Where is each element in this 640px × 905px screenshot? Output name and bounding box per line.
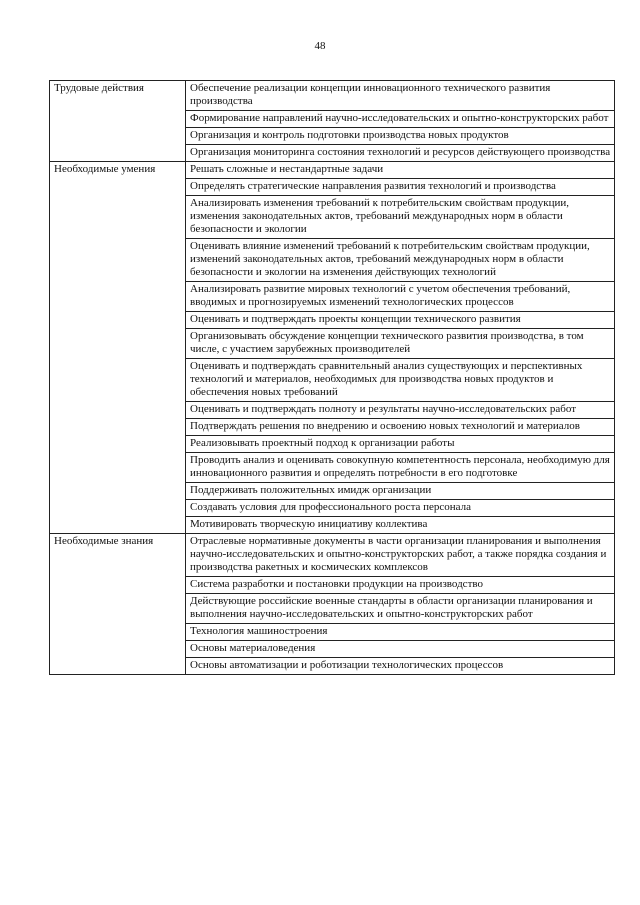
table-cell-item: Оценивать и подтверждать сравнительный анализ существующих и перспективных технологий и материалов, необходимых для производства новых продуктов и обеспечения новых требований bbox=[186, 359, 615, 402]
table-cell-item: Система разработки и постановки продукции на производство bbox=[186, 577, 615, 594]
table-row bbox=[50, 162, 615, 179]
section-label: Необходимые знания bbox=[50, 534, 186, 675]
table-cell-item: Решать сложные и нестандартные задачи bbox=[186, 162, 615, 179]
table-cell-item: Проводить анализ и оценивать совокупную компетентность персонала, необходимую для инновационного развития и определять потребности в его подготовке bbox=[186, 453, 615, 483]
table-cell-item: Анализировать развитие мировых технологий с учетом обеспечения требований, вводимых и прогнозируемых изменений технологических процессов bbox=[186, 282, 615, 312]
table-row bbox=[50, 81, 615, 111]
table-cell-item: Технология машиностроения bbox=[186, 624, 615, 641]
table-cell-item: Анализировать изменения требований к потребительским свойствам продукции, изменения законодательных актов, требований международных норм в области безопасности и экологии bbox=[186, 196, 615, 239]
table-cell-item: Подтверждать решения по внедрению и освоению новых технологий и материалов bbox=[186, 419, 615, 436]
table-body bbox=[50, 81, 615, 675]
table-cell-item: Определять стратегические направления развития технологий и производства bbox=[186, 179, 615, 196]
table-cell-item: Оценивать влияние изменений требований к потребительским свойствам продукции, изменений законодательных актов, требований международных норм в области безопасности и экологии на изменения действующих технологий bbox=[186, 239, 615, 282]
table-cell-item: Поддерживать положительных имидж организации bbox=[186, 483, 615, 500]
table-cell-item: Формирование направлений научно-исследовательских и опытно-конструкторских работ bbox=[186, 111, 615, 128]
table-cell-item: Основы автоматизации и роботизации технологических процессов bbox=[186, 658, 615, 675]
page-number: 48 bbox=[314, 40, 326, 52]
table-cell-item: Организовывать обсуждение концепции технического развития производства, в том числе, с участием зарубежных производителей bbox=[186, 329, 615, 359]
table-cell-item: Реализовывать проектный подход к организации работы bbox=[186, 436, 615, 453]
table-cell-item: Организация и контроль подготовки производства новых продуктов bbox=[186, 128, 615, 145]
section-label: Трудовые действия bbox=[50, 81, 186, 162]
table-cell-item: Основы материаловедения bbox=[186, 641, 615, 658]
table-cell-item: Оценивать и подтверждать полноту и результаты научно-исследовательских работ bbox=[186, 402, 615, 419]
table-cell-item: Действующие российские военные стандарты в области организации планирования и выполнения научно-исследовательских и опытно-конструкторских работ bbox=[186, 594, 615, 624]
table-cell-item: Обеспечение реализации концепции инновационного технического развития производства bbox=[186, 81, 615, 111]
table-cell-item: Отраслевые нормативные документы в части организации планирования и выполнения научно-исследовательских и опытно-конструкторских работ, а также порядка создания и производства ракетных и космических комплексов bbox=[186, 534, 615, 577]
table-cell-item: Оценивать и подтверждать проекты концепции технического развития bbox=[186, 312, 615, 329]
table-cell-item: Мотивировать творческую инициативу коллектива bbox=[186, 517, 615, 534]
section-label: Необходимые умения bbox=[50, 162, 186, 534]
table-row bbox=[50, 534, 615, 577]
table-cell-item: Организация мониторинга состояния технологий и ресурсов действующего производства bbox=[186, 145, 615, 162]
competency-table bbox=[49, 80, 615, 675]
table-cell-item: Создавать условия для профессионального роста персонала bbox=[186, 500, 615, 517]
